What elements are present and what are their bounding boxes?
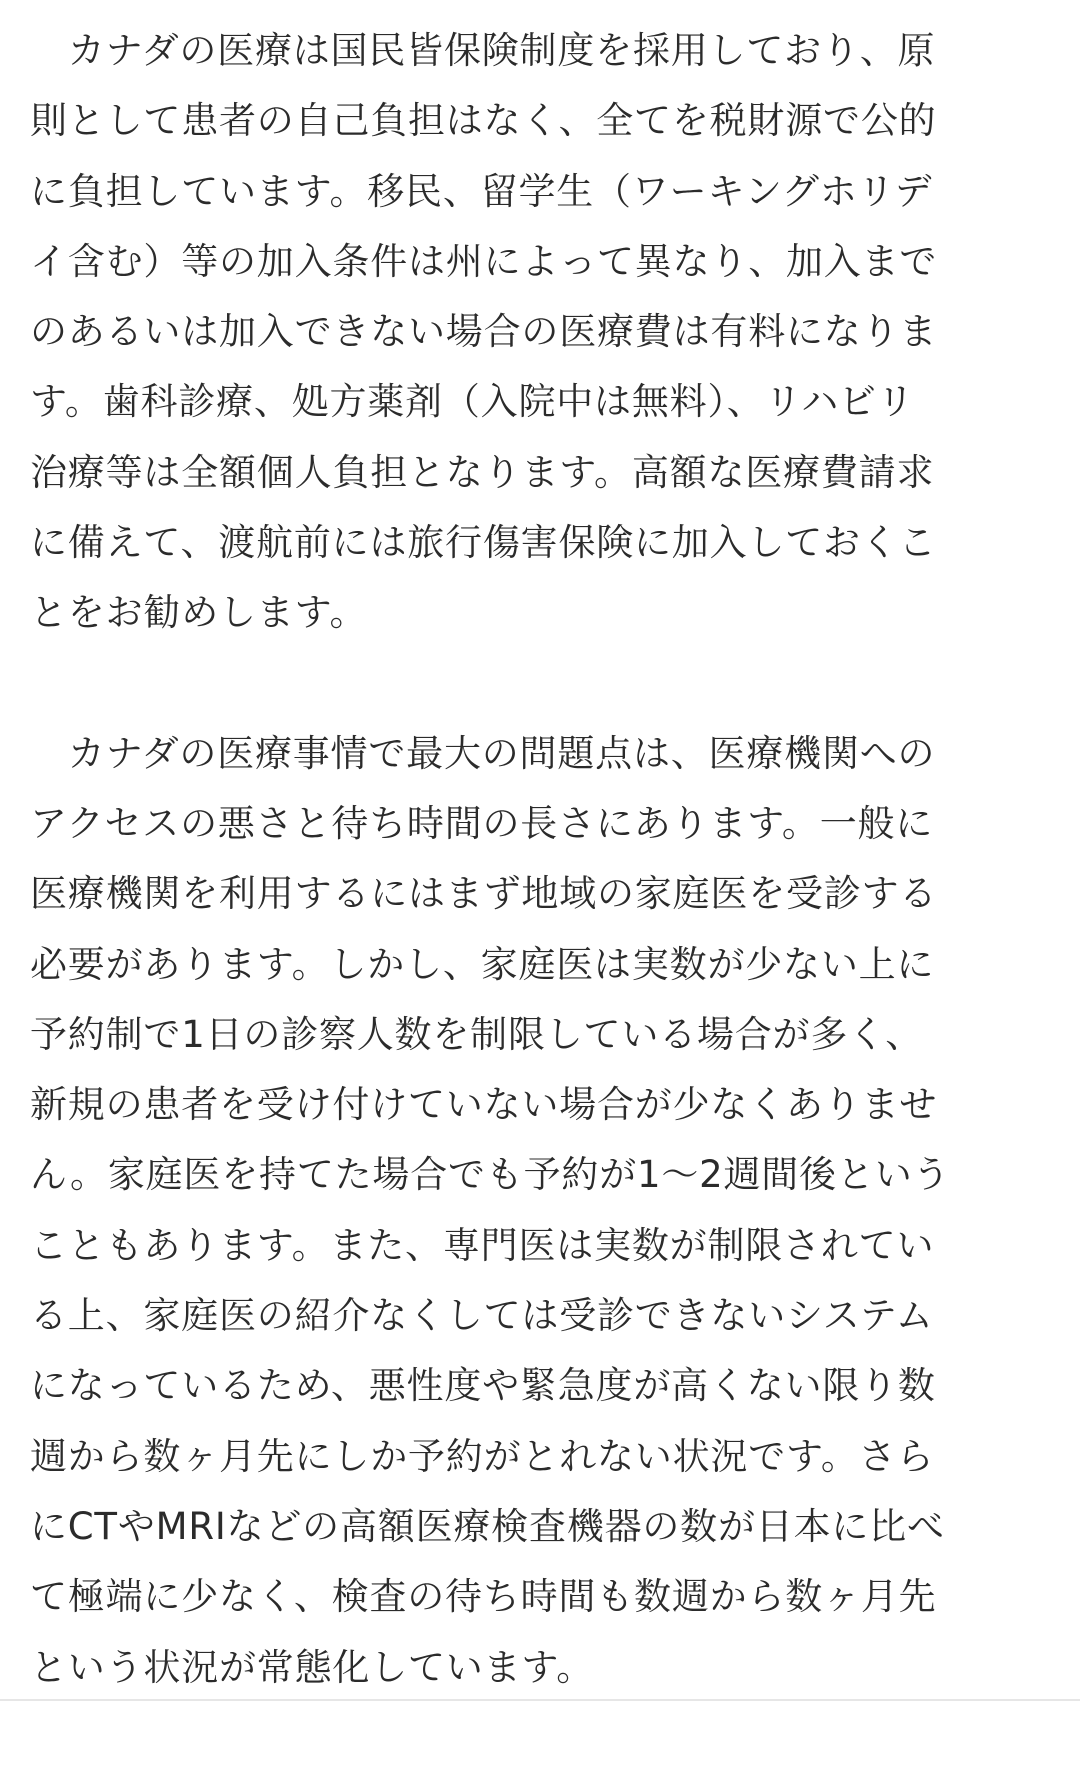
text-line: 新規の患者を受け付けていない場合が少なくありませ [30,1083,938,1127]
text-line: のあるいは加入できない場合の医療費は有料になりま [30,310,938,354]
text-line: ん。家庭医を持てた場合でも予約が1～2週間後という [30,1153,951,1197]
text-line: て極端に少なく、検査の待ち時間も数週から数ヶ月先 [30,1575,937,1619]
text-line: に負担しています。移民、留学生（ワーキングホリデ [30,169,933,213]
text-line: カナダの医療事情で最大の問題点は、医療機関への [30,731,936,775]
text-line: という状況が常態化しています。 [30,1645,595,1689]
text-line: とをお勧めします。 [30,591,368,635]
text-line: 則として患者の自己負担はなく、全てを税財源で公的 [30,99,937,143]
paragraph-access-issues [30,719,1060,1703]
text-line: 必要があります。しかし、家庭医は実数が少ない上に [30,942,935,986]
text-line: こともあります。また、専門医は実数が制限されてい [30,1223,935,1267]
text-line: る上、家庭医の紹介なくしては受診できないシステム [30,1294,934,1338]
text-line: 医療機関を利用するにはまず地域の家庭医を受診する [30,872,938,916]
text-line: に備えて、渡航前には旅行傷害保険に加入しておくこ [30,521,937,565]
paragraph-healthcare-system [30,16,1060,649]
text-line: になっているため、悪性度や緊急度が高くない限り数 [30,1364,936,1408]
text-line: 予約制で1日の診察人数を制限している場合が多く、 [30,1012,923,1056]
text-line: イ含む）等の加入条件は州によって異なり、加入まで [30,239,938,283]
article-body [30,16,1060,1773]
text-line: 治療等は全額個人負担となります。高額な医療費請求 [30,450,935,494]
text-line: にCTやMRIなどの高額医療検査機器の数が日本に比べ [30,1504,945,1548]
text-line: カナダの医療は国民皆保険制度を採用しており、原 [30,29,936,72]
text-line: アクセスの悪さと待ち時間の長さにあります。一般に [30,801,934,845]
text-line: す。歯科診療、処方薬剤（入院中は無料）、リハビリ [30,380,915,424]
text-line: 週から数ヶ月先にしか予約がとれない状況です。さら [30,1434,935,1478]
